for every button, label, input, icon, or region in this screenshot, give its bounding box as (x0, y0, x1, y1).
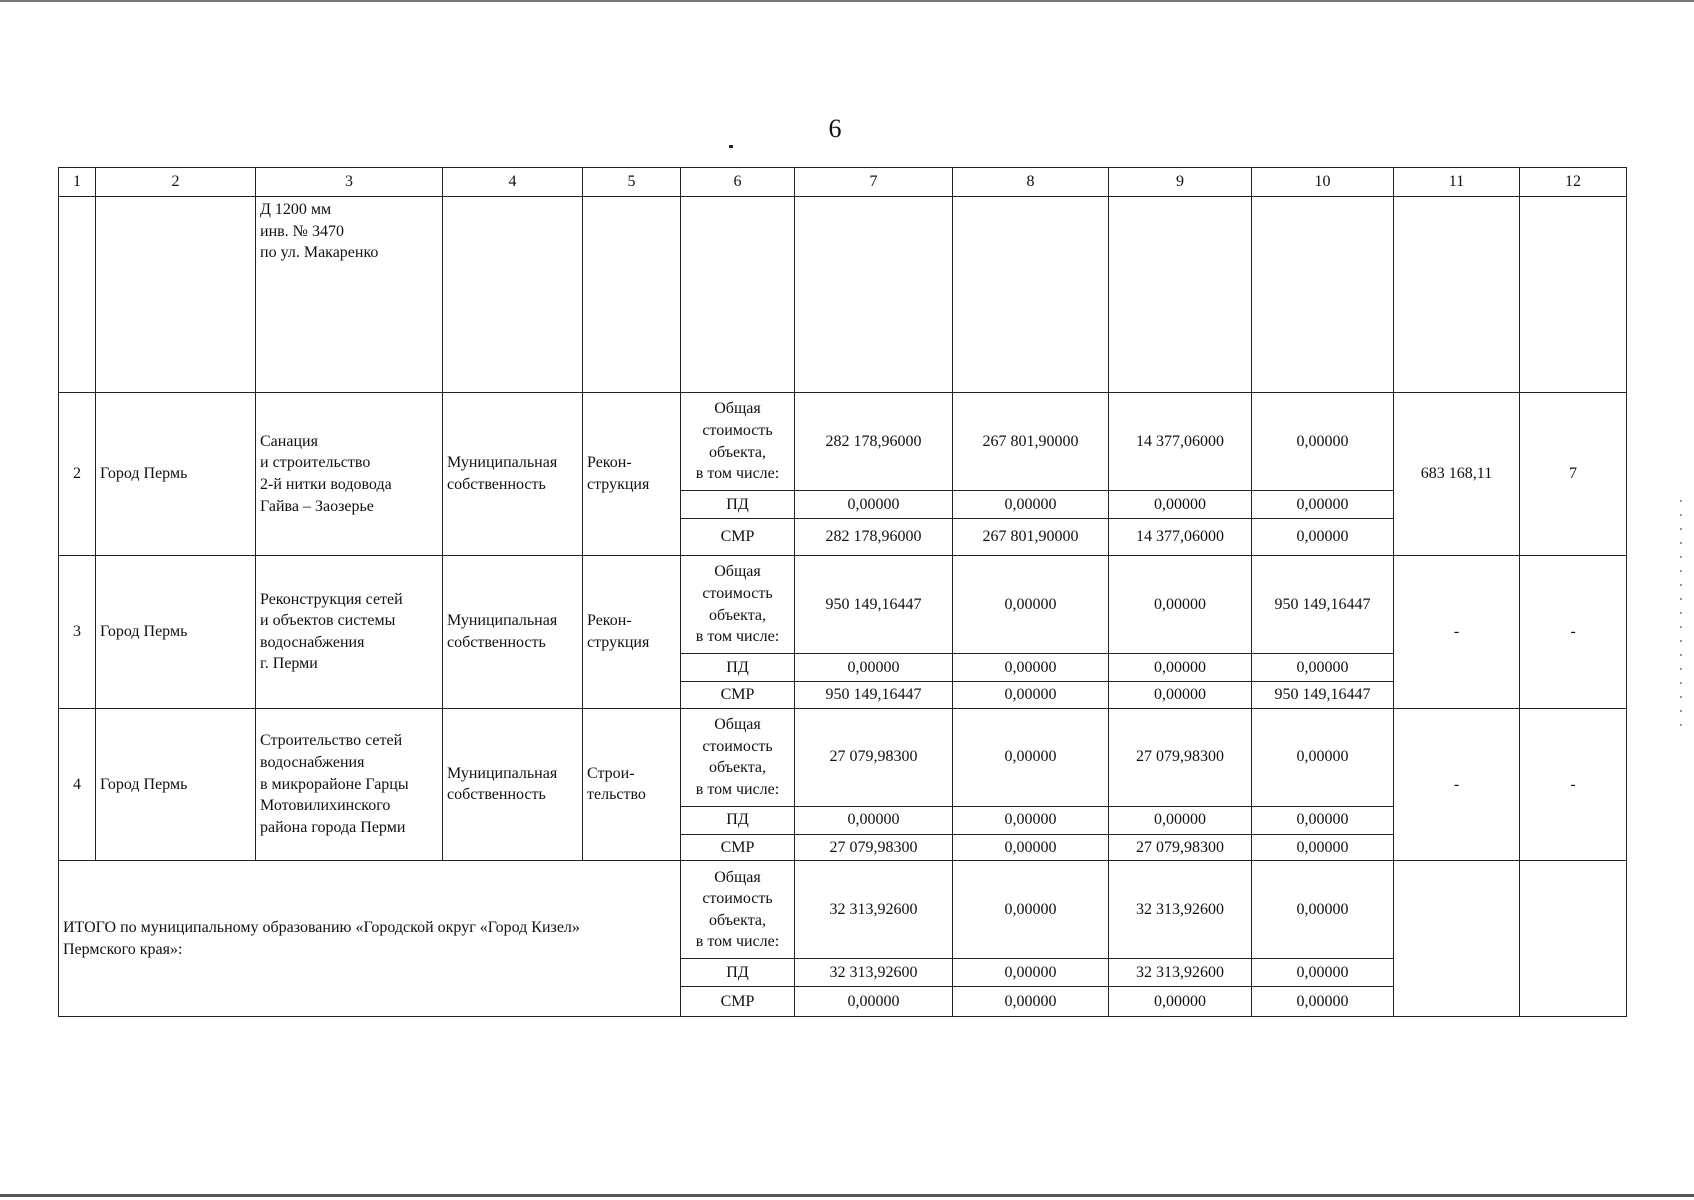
value-cell: 27 079,98300 (795, 708, 953, 806)
value-cell: 27 079,98300 (1109, 834, 1252, 861)
value-cell: 950 149,16447 (795, 682, 953, 709)
cost-line-label: Общая стоимость объекта, в том числе: (681, 708, 795, 806)
value-cell: 0,00000 (1109, 987, 1252, 1017)
value-cell: 950 149,16447 (795, 556, 953, 654)
empty-cell (1520, 197, 1627, 393)
value-cell: 267 801,90000 (953, 393, 1109, 491)
value-cell: 14 377,06000 (1109, 519, 1252, 556)
cost-line-label: Общая стоимость объекта, в том числе: (681, 861, 795, 959)
empty-cell (1252, 197, 1394, 393)
value-cell: 0,00000 (953, 987, 1109, 1017)
empty-cell (443, 197, 583, 393)
header-cell: 5 (583, 168, 681, 197)
table-row (59, 393, 1627, 491)
header-cell: 1 (59, 168, 96, 197)
value-cell: 0,00000 (1252, 491, 1394, 519)
scan-speck (729, 145, 733, 148)
cost-line-label: СМР (681, 519, 795, 556)
value-cell: 0,00000 (953, 834, 1109, 861)
value-cell: 0,00000 (1252, 654, 1394, 682)
col11-cell: 683 168,11 (1394, 393, 1520, 556)
header-cell: 7 (795, 168, 953, 197)
value-cell: 0,00000 (1252, 519, 1394, 556)
cost-line-label: Общая стоимость объекта, в том числе: (681, 393, 795, 491)
ownership-cell: Муниципальная собственность (443, 393, 583, 556)
scan-edge-marks (1680, 500, 1682, 730)
col11-cell: - (1394, 556, 1520, 709)
object-description-continued: Д 1200 мм инв. № 3470 по ул. Макаренко (256, 197, 443, 393)
municipality-cell: Город Пермь (96, 556, 256, 709)
col12-cell (1520, 861, 1627, 1017)
value-cell: 0,00000 (953, 861, 1109, 959)
header-cell: 2 (96, 168, 256, 197)
empty-cell (681, 197, 795, 393)
value-cell: 0,00000 (953, 708, 1109, 806)
value-cell: 0,00000 (795, 491, 953, 519)
value-cell: 282 178,96000 (795, 519, 953, 556)
value-cell: 0,00000 (795, 806, 953, 834)
table-row (59, 708, 1627, 806)
object-name-cell: Санация и строительство 2-й нитки водовода Гайва – Заозерье (256, 393, 443, 556)
col12-cell: 7 (1520, 393, 1627, 556)
header-cell: 11 (1394, 168, 1520, 197)
value-cell: 0,00000 (953, 654, 1109, 682)
value-cell: 0,00000 (1252, 987, 1394, 1017)
value-cell: 0,00000 (795, 654, 953, 682)
value-cell: 0,00000 (795, 987, 953, 1017)
empty-cell (1394, 197, 1520, 393)
value-cell: 14 377,06000 (1109, 393, 1252, 491)
scan-edge-bottom (0, 1194, 1694, 1197)
total-label: ИТОГО по муниципальному образованию «Городской округ «Город Кизел» Пермского края»: (59, 861, 681, 1017)
header-cell: 10 (1252, 168, 1394, 197)
header-cell: 6 (681, 168, 795, 197)
row-number: 3 (59, 556, 96, 709)
value-cell: 0,00000 (1252, 834, 1394, 861)
cost-line-label: ПД (681, 654, 795, 682)
table-row (59, 556, 1627, 654)
value-cell: 0,00000 (953, 959, 1109, 987)
ownership-cell: Муниципальная собственность (443, 556, 583, 709)
value-cell: 0,00000 (1109, 806, 1252, 834)
value-cell: 32 313,92600 (1109, 959, 1252, 987)
total-row (59, 861, 1627, 959)
value-cell: 27 079,98300 (795, 834, 953, 861)
value-cell: 0,00000 (1252, 861, 1394, 959)
cost-line-label: СМР (681, 834, 795, 861)
cost-line-label: СМР (681, 987, 795, 1017)
value-cell: 267 801,90000 (953, 519, 1109, 556)
header-cell: 12 (1520, 168, 1627, 197)
page-number: 6 (828, 114, 842, 143)
object-name-cell: Реконструкция сетей и объектов системы водоснабжения г. Перми (256, 556, 443, 709)
header-cell: 4 (443, 168, 583, 197)
value-cell: 32 313,92600 (795, 861, 953, 959)
value-cell: 0,00000 (1109, 491, 1252, 519)
cost-line-label: Общая стоимость объекта, в том числе: (681, 556, 795, 654)
col11-cell: - (1394, 708, 1520, 861)
column-number-row (59, 168, 1627, 197)
municipality-cell: Город Пермь (96, 708, 256, 861)
header-cell: 9 (1109, 168, 1252, 197)
header-cell: 3 (256, 168, 443, 197)
value-cell: 950 149,16447 (1252, 682, 1394, 709)
empty-cell (1109, 197, 1252, 393)
col12-cell: - (1520, 708, 1627, 861)
municipality-cell: Город Пермь (96, 393, 256, 556)
row-number: 2 (59, 393, 96, 556)
col11-cell (1394, 861, 1520, 1017)
continuation-row (59, 197, 1627, 393)
empty-cell (795, 197, 953, 393)
object-name-cell: Строительство сетей водоснабжения в микрорайоне Гарцы Мотовилихинского района города Перми (256, 708, 443, 861)
row-number: 4 (59, 708, 96, 861)
value-cell: 32 313,92600 (1109, 861, 1252, 959)
value-cell: 0,00000 (953, 556, 1109, 654)
work-type-cell: Строи- тельство (583, 708, 681, 861)
ownership-cell: Муниципальная собственность (443, 708, 583, 861)
work-type-cell: Рекон- струкция (583, 393, 681, 556)
value-cell: 0,00000 (1252, 806, 1394, 834)
empty-cell (953, 197, 1109, 393)
value-cell: 0,00000 (953, 806, 1109, 834)
value-cell: 0,00000 (1109, 654, 1252, 682)
cost-line-label: ПД (681, 806, 795, 834)
scan-edge-top (0, 0, 1694, 2)
value-cell: 0,00000 (1109, 556, 1252, 654)
value-cell: 950 149,16447 (1252, 556, 1394, 654)
investment-table (58, 167, 1627, 1017)
header-cell: 8 (953, 168, 1109, 197)
value-cell: 32 313,92600 (795, 959, 953, 987)
value-cell: 0,00000 (953, 491, 1109, 519)
empty-cell (96, 197, 256, 393)
value-cell: 27 079,98300 (1109, 708, 1252, 806)
empty-cell (59, 197, 96, 393)
col12-cell: - (1520, 556, 1627, 709)
value-cell: 0,00000 (1109, 682, 1252, 709)
cost-line-label: ПД (681, 491, 795, 519)
value-cell: 0,00000 (1252, 708, 1394, 806)
cost-line-label: ПД (681, 959, 795, 987)
value-cell: 0,00000 (1252, 393, 1394, 491)
empty-cell (583, 197, 681, 393)
value-cell: 0,00000 (1252, 959, 1394, 987)
value-cell: 0,00000 (953, 682, 1109, 709)
work-type-cell: Рекон- струкция (583, 556, 681, 709)
cost-line-label: СМР (681, 682, 795, 709)
value-cell: 282 178,96000 (795, 393, 953, 491)
